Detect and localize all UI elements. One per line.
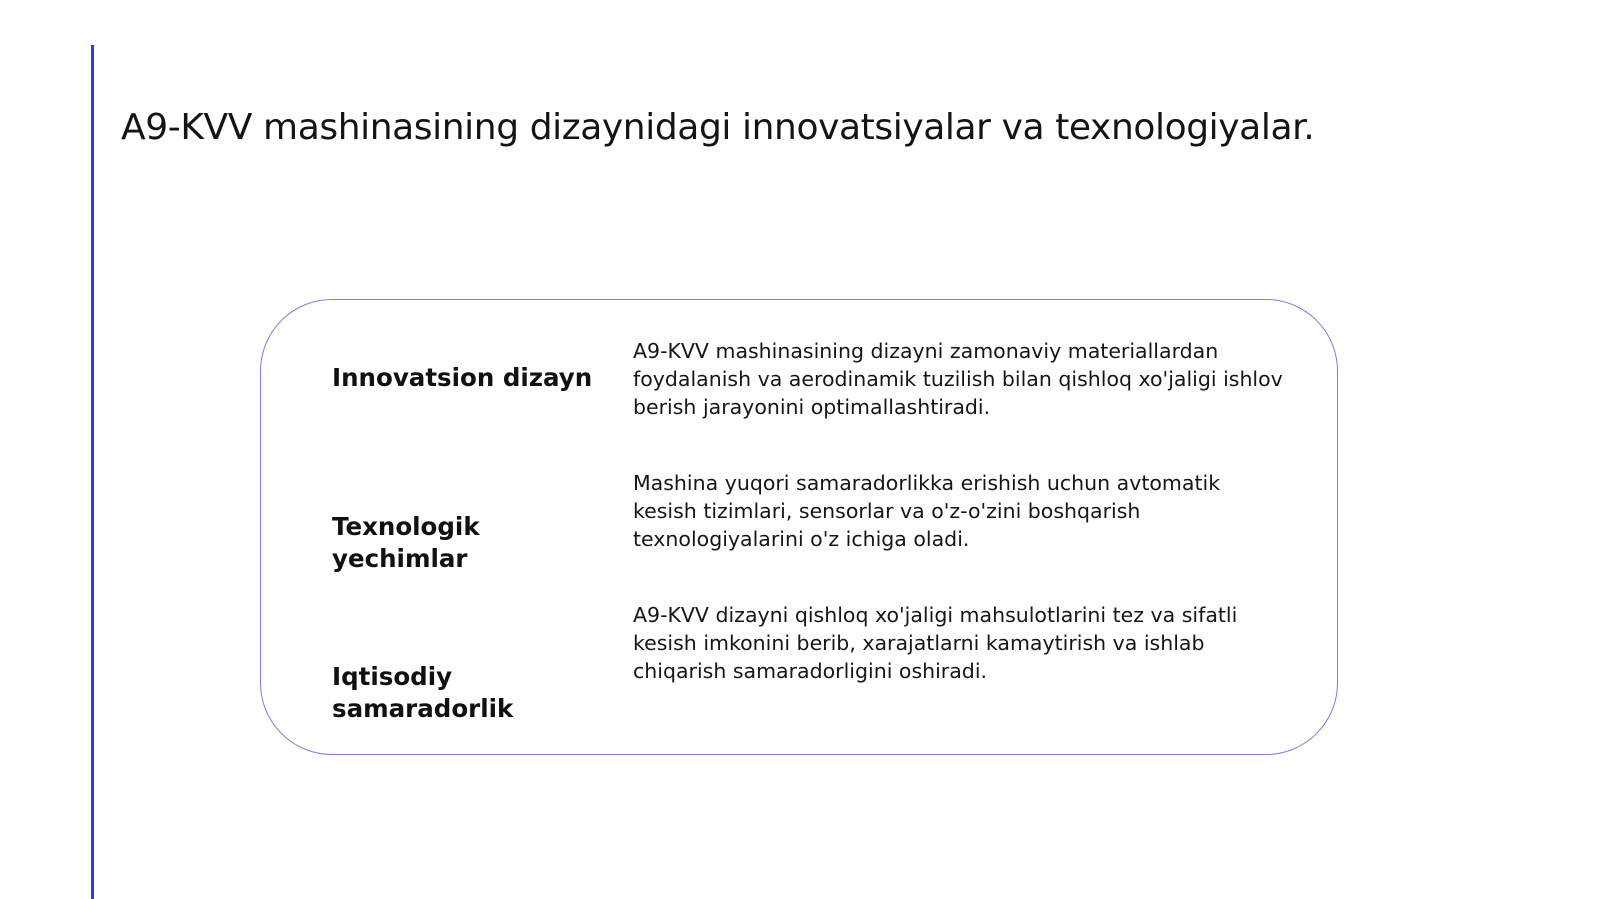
slide-title: A9-KVV mashinasining dizaynidagi innovatsiyalar va texnologiyalar. [121, 107, 1315, 148]
content-card [260, 299, 1338, 755]
row-label: Innovatsion dizayn [332, 363, 593, 392]
row-label: Texnologik yechimlar [332, 512, 480, 573]
row-description: A9-KVV mashinasining dizayni zamonaviy materiallardan foydalanish va aerodinamik tuzilish bilan qishloq xo'jaligi ishlov berish jarayonini optimallashtiradi. [633, 339, 1283, 419]
row-label: Iqtisodiy samaradorlik [332, 662, 514, 723]
accent-bar [91, 45, 94, 899]
row-description: Mashina yuqori samaradorlikka erishish uchun avtomatik kesish tizimlari, sensorlar va o'z-o'zini boshqarish texnologiyalarini o'z ichiga oladi. [633, 471, 1221, 551]
row-description: A9-KVV dizayni qishloq xo'jaligi mahsulotlarini tez va sifatli kesish imkonini berib, xarajatlarni kamaytirish va ishlab chiqarish samaradorligini oshiradi. [633, 603, 1238, 683]
